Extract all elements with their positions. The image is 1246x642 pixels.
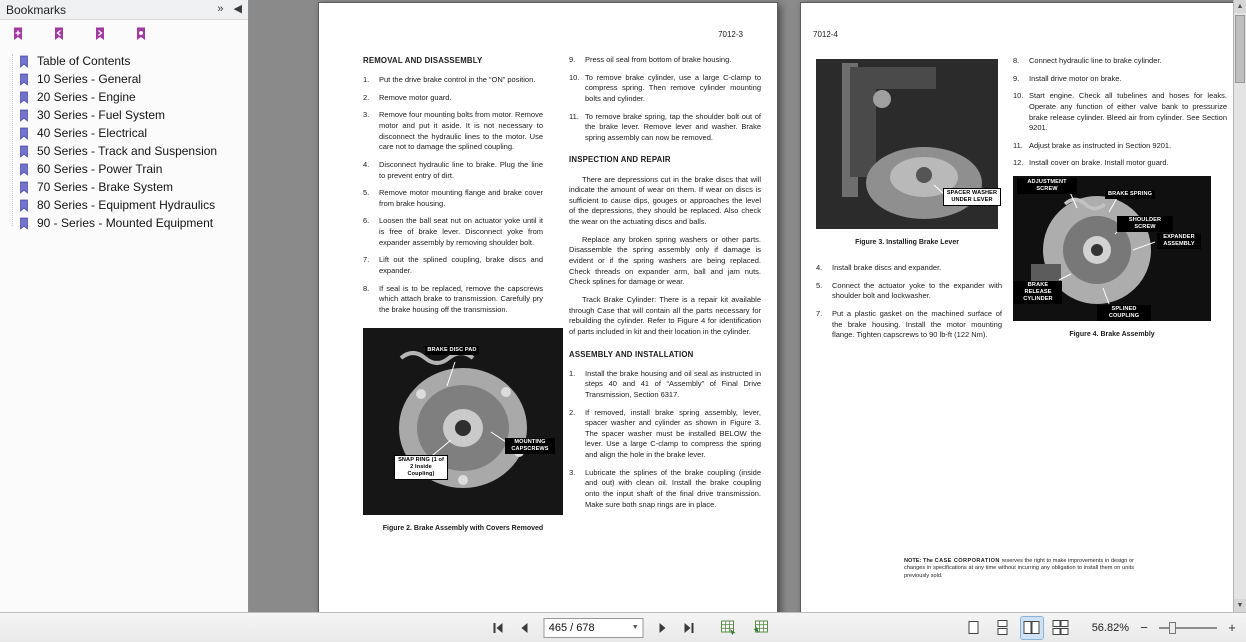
brake-assembly-photo <box>363 328 563 515</box>
previous-bookmark-icon[interactable] <box>49 25 69 43</box>
figure-4-label-splined-coupling: SPLINED COUPLING <box>1097 305 1151 321</box>
page-7012-3 <box>318 2 778 612</box>
bookmark-item-10-series[interactable] <box>0 70 248 88</box>
numbered-step <box>1013 74 1227 85</box>
step-text: If seal is to be replaced, remove the capscrews which attach brake to transmission. Carefully pry the brake housing off the transmission. <box>379 283 543 314</box>
step-text: Connect the actuator yoke to the expander with shoulder bolt and lockwasher. <box>832 280 1002 301</box>
bookmark-list <box>0 52 248 232</box>
assembly-steps-list <box>569 369 761 511</box>
table-import-icon[interactable] <box>750 617 772 639</box>
numbered-step <box>569 55 761 66</box>
status-bar <box>0 612 1246 642</box>
zoom-in-icon[interactable]: + <box>1224 617 1240 639</box>
removal-steps-list <box>363 75 543 316</box>
step-number: 5. <box>816 280 823 290</box>
single-page-view-icon[interactable] <box>963 617 985 639</box>
next-bookmark-icon[interactable] <box>90 25 110 43</box>
page-dropdown-caret-icon[interactable]: ▼ <box>631 624 639 631</box>
step-number: 11. <box>1013 140 1023 150</box>
step-text: Install drive motor on brake. <box>1029 73 1122 83</box>
step-text: To remove brake cylinder, use a large C-clamp to compress spring. Then remove cylinder mounting bolts and cylinder. <box>585 72 761 103</box>
step-text: Loosen the ball seat nut on actuator yoke until it is free of brake lever. Disconnect yoke from expander assembly by removing shoulder bolt. <box>379 216 543 247</box>
numbered-step <box>816 263 1002 274</box>
bookmark-item-table-of-contents[interactable] <box>0 52 248 70</box>
step-text: Remove motor mounting flange and brake cover from brake housing. <box>379 188 543 208</box>
step-number: 7. <box>816 308 823 318</box>
numbered-step <box>363 216 543 248</box>
right-page-column-1 <box>816 59 1002 348</box>
paragraph: Track Brake Cylinder: There is a repair kit available through Case that will contain all the parts necessary for rebuilding the cylinder. Refer to Figure 4 for identification of parts included in kit and their location in the cylinder. <box>569 294 761 336</box>
zoom-slider-thumb[interactable] <box>1169 622 1176 634</box>
step-text: Lift out the splined coupling, brake discs and expander. <box>379 255 543 276</box>
figure-2-label-brake-disc-pad: BRAKE DISC PAD <box>425 346 479 355</box>
last-page-button[interactable] <box>679 617 701 639</box>
bookmark-label: 70 Series - Brake System <box>37 180 174 194</box>
document-viewer <box>250 0 1246 612</box>
scrollbar-thumb[interactable] <box>1235 15 1245 83</box>
step-number: 11. <box>569 111 579 121</box>
page-7012-4 <box>800 2 1240 612</box>
bookmark-label: Table of Contents <box>37 54 131 68</box>
numbered-step <box>1013 141 1227 152</box>
bookmark-flag-icon <box>18 181 31 194</box>
step-text: Put the drive brake control in the “ON” position. <box>379 75 536 85</box>
bookmark-label: 10 Series - General <box>37 72 142 86</box>
next-page-icon <box>656 621 670 635</box>
bookmark-item-30-series[interactable] <box>0 106 248 124</box>
previous-page-icon <box>518 621 532 635</box>
paragraph: Replace any broken spring washers or other parts. Disassemble the spring assembly only if damage is evident or if the spring washers are being replaced. Check threads on expander arm, ball and jam nuts. Check splines for damage or wear. <box>569 234 761 287</box>
bookmark-label: 80 Series - Equipment Hydraulics <box>37 198 216 212</box>
step-number: 1. <box>569 368 576 378</box>
figure-2-label-snap-ring: SNAP RING (1 of 2 Inside Coupling) <box>395 456 447 479</box>
left-page-column-1 <box>363 55 549 534</box>
figure-2-caption: Figure 2. Brake Assembly with Covers Removed <box>382 524 544 532</box>
note-prefix: NOTE: The <box>904 557 933 564</box>
figure-4-image <box>1013 176 1211 321</box>
assembly-steps-final-list <box>1013 56 1227 169</box>
numbered-step <box>1013 158 1227 169</box>
step-number: 9. <box>1013 73 1020 83</box>
paragraph: There are depressions cut in the brake discs that will indicate the amount of wear on them. If wear on discs is sufficient to cause dips, gouges or approaches the level of the depressions, they should be replaced. Also check the wear on the actuating discs and balls. <box>569 174 761 227</box>
numbered-step <box>363 160 543 181</box>
bookmark-flag-icon <box>18 109 31 122</box>
numbered-step <box>569 468 761 511</box>
left-page-column-2 <box>569 55 761 517</box>
next-page-button[interactable] <box>652 617 674 639</box>
step-text: Press oil seal from bottom of brake housing. <box>585 55 732 64</box>
bookmark-label: 60 Series - Power Train <box>37 162 163 176</box>
table-export-icon[interactable] <box>718 617 740 639</box>
section-heading-removal: REMOVAL AND DISASSEMBLY <box>363 56 483 65</box>
bookmarks-panel-title: Bookmarks <box>6 2 67 17</box>
numbered-step <box>1013 91 1227 134</box>
figure-4-label-expander-assembly: EXPANDER ASSEMBLY <box>1157 233 1201 249</box>
bookmark-flag-icon <box>18 163 31 176</box>
publisher-note <box>904 558 1134 581</box>
page-indicator-value: 465 / 678 <box>548 621 595 634</box>
section-heading-inspection: INSPECTION AND REPAIR <box>569 155 671 165</box>
step-number: 2. <box>569 407 576 417</box>
figure-2-image <box>363 328 563 515</box>
bookmark-item-70-series[interactable] <box>0 178 248 196</box>
bookmark-flag-icon <box>18 73 31 86</box>
numbered-step <box>363 284 543 316</box>
numbered-step <box>569 369 761 401</box>
facing-pages-view-icon[interactable] <box>1021 617 1043 639</box>
numbered-step <box>569 112 761 144</box>
bookmark-flag-icon <box>18 127 31 140</box>
page-reference-number: 7012-3 <box>718 30 743 39</box>
bookmark-item-50-series[interactable] <box>0 142 248 160</box>
step-text: Lubricate the splines of the brake coupling (inside and out) with clean oil. Install the brake coupling onto the input shaft of the final drive transmission. Make sure both snap rings are in place. <box>585 467 761 509</box>
numbered-step <box>816 281 1002 302</box>
step-number: 8. <box>1013 56 1020 65</box>
page-reference-number: 7012-4 <box>813 30 838 39</box>
bookmarks-panel-header <box>0 0 248 20</box>
figure-4-label-brake-release-cylinder: BRAKE RELEASE CYLINDER <box>1014 281 1062 304</box>
step-number: 9. <box>569 55 576 64</box>
step-number: 6. <box>363 216 370 226</box>
step-number: 7. <box>363 255 370 265</box>
zoom-out-icon[interactable]: − <box>1136 617 1152 639</box>
bookmarks-panel <box>0 0 249 612</box>
section-heading-assembly: ASSEMBLY AND INSTALLATION <box>569 349 694 359</box>
numbered-step <box>363 110 543 153</box>
bookmark-item-40-series[interactable] <box>0 124 248 142</box>
step-number: 4. <box>816 262 823 272</box>
numbered-step <box>363 255 543 276</box>
bookmark-item-60-series[interactable] <box>0 160 248 178</box>
bookmark-flag-icon <box>18 55 31 68</box>
inspection-paragraphs <box>569 175 761 338</box>
step-text: To remove brake spring, tap the shoulder bolt out of the brake lever. Remove lever and washer. Brake spring assembly can now be removed. <box>585 111 761 142</box>
step-number: 3. <box>569 467 576 477</box>
step-number: 12. <box>1013 158 1024 168</box>
numbered-step <box>363 75 543 86</box>
bookmark-item-20-series[interactable] <box>0 88 248 106</box>
step-text: Disconnect hydraulic line to brake. Plug the line to prevent entry of dirt. <box>379 159 543 180</box>
numbered-step <box>363 93 543 104</box>
figure-4-label-shoulder-screw: SHOULDER SCREW <box>1117 216 1173 232</box>
figure-2-label-mounting-capscrews: MOUNTING CAPSCREWS <box>505 438 555 454</box>
numbered-step <box>363 188 543 209</box>
table-tools-group <box>718 617 772 639</box>
scroll-up-arrow-icon[interactable]: ▲ <box>1234 0 1246 13</box>
first-page-button[interactable] <box>487 617 509 639</box>
step-number: 1. <box>363 75 370 85</box>
step-text: Adjust brake as instructed in Section 9201. <box>1029 140 1172 150</box>
zoom-level-value[interactable]: 56.82% <box>1091 621 1129 634</box>
note-text: reserves the right to make improvements in design or changes in specifications at any time without incurring any obligation to install them on units previously sold. <box>904 557 1134 579</box>
step-number: 10. <box>1013 91 1024 101</box>
numbered-step <box>569 408 761 461</box>
bookmark-item-90-series[interactable] <box>0 214 248 232</box>
collapse-panel-icon[interactable]: ◀ <box>233 3 242 15</box>
step-number: 5. <box>363 188 370 198</box>
new-bookmark-icon[interactable] <box>8 25 28 43</box>
step-text: Install cover on brake. Install motor guard. <box>1029 158 1169 168</box>
numbered-step <box>1013 56 1227 67</box>
previous-page-button[interactable] <box>514 617 536 639</box>
figure-3-image <box>816 59 998 229</box>
bookmark-label: 30 Series - Fuel System <box>37 108 166 122</box>
figure-4-caption: Figure 4. Brake Assembly <box>1069 331 1155 339</box>
step-text: Remove four mounting bolts from motor. Remove motor and put it aside. It is not necessary to disconnect the hydraulic lines to the motor. Use care not to damage the splined coupling. <box>379 110 543 152</box>
step-text: Install the brake housing and oil seal as instructed in steps 40 and 41 of “Assembly” of Final Drive Transmission, Section 6317. <box>585 368 761 399</box>
step-text: Put a plastic gasket on the machined surface of the brake housing. Install the motor mounting flange. Tighten capscrews to 90 lb-ft (122 Nm). <box>832 308 1002 340</box>
bookmark-flag-icon <box>18 199 31 212</box>
figure-4-label-brake-spring: BRAKE SPRING <box>1105 190 1155 199</box>
step-text: Start engine. Check all tubelines and hoses for leaks. Operate any function of either valve bank to pressurize brake release cylinder. Bleed air from cylinder. See Section 9201. <box>1029 91 1227 133</box>
scroll-down-arrow-icon[interactable]: ▼ <box>1234 599 1246 612</box>
step-number: 10. <box>569 72 580 82</box>
step-number: 3. <box>363 110 370 120</box>
numbered-step <box>569 73 761 105</box>
right-page-column-2 <box>1013 56 1227 340</box>
bookmark-flag-icon <box>18 217 31 230</box>
page-navigation-group <box>487 613 772 642</box>
removal-steps-continued-list <box>569 55 761 143</box>
step-number: 8. <box>363 283 370 293</box>
bookmark-flag-icon <box>18 145 31 158</box>
bookmark-label: 40 Series - Electrical <box>37 126 148 140</box>
step-number: 2. <box>363 92 370 102</box>
bookmark-flag-icon <box>18 91 31 104</box>
first-page-icon <box>491 621 505 635</box>
step-number: 4. <box>363 159 370 169</box>
figure-4-label-adjustment-screw: ADJUSTMENT SCREW <box>1017 178 1077 194</box>
last-page-icon <box>683 621 697 635</box>
note-company-name: CASE CORPORATION <box>934 557 1000 564</box>
bookmark-item-80-series[interactable] <box>0 196 248 214</box>
bookmark-label: 50 Series - Track and Suspension <box>37 144 218 158</box>
page-number-input[interactable] <box>544 618 644 638</box>
numbered-step <box>816 309 1002 341</box>
zoom-slider-track <box>1159 627 1217 629</box>
bookmarks-toolbar <box>0 20 248 48</box>
step-text: Install brake discs and expander. <box>832 262 942 272</box>
step-text: Connect hydraulic line to brake cylinder. <box>1029 56 1162 65</box>
assembly-steps-continued-list <box>816 263 1002 341</box>
continuous-facing-view-icon[interactable] <box>1050 617 1072 639</box>
step-text: If removed, install brake spring assembly, lever, spacer washer and cylinder as shown in Figure 3. The spacer washer must be installed BELOW the lever. Use a large C-clamp to compress the spring and align the hole in the brake lever. <box>585 407 761 460</box>
expand-all-icon[interactable]: » <box>217 3 224 15</box>
bookmark-label: 20 Series - Engine <box>37 90 136 104</box>
view-zoom-group <box>963 613 1240 642</box>
vertical-scrollbar[interactable] <box>1233 0 1246 612</box>
bookmark-label: 90 - Series - Mounted Equipment <box>37 216 214 230</box>
zoom-slider[interactable] <box>1159 621 1217 635</box>
continuous-view-icon[interactable] <box>992 617 1014 639</box>
bookmark-settings-icon[interactable] <box>131 25 151 43</box>
figure-3-label-spacer-washer: SPACER WASHER UNDER LEVER <box>944 189 1000 205</box>
step-text: Remove motor guard. <box>379 92 452 102</box>
figure-3-caption: Figure 3. Installing Brake Lever <box>855 239 959 246</box>
